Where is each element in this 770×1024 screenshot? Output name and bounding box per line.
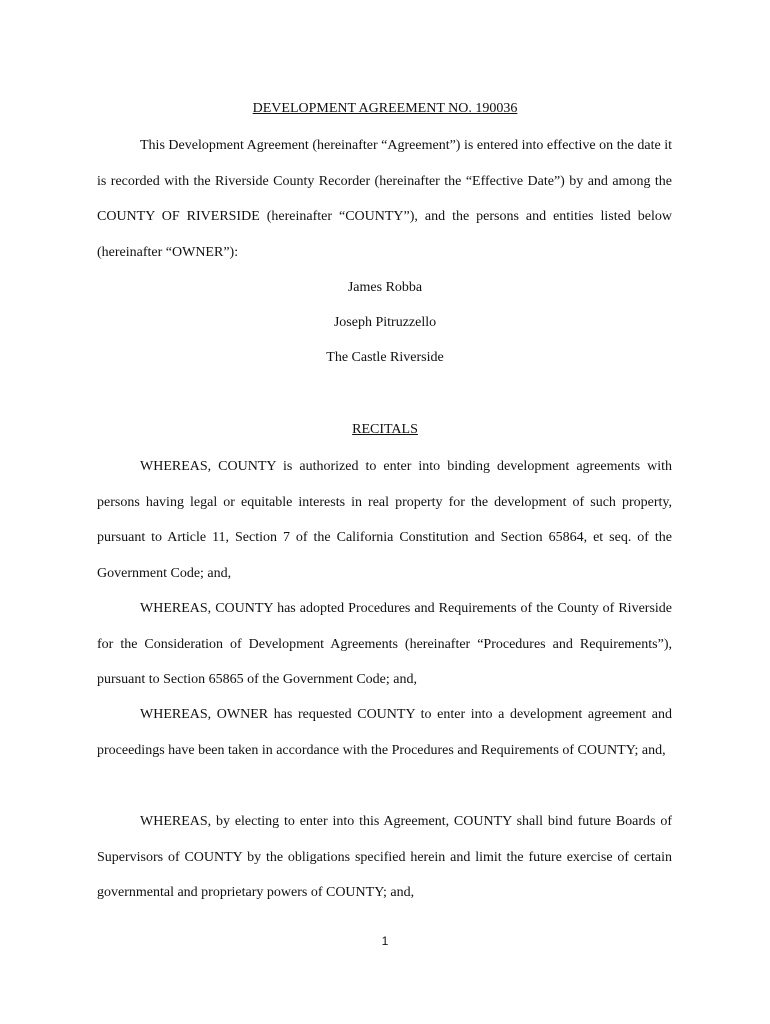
owner-name-1: James Robba: [347, 280, 423, 295]
recitals-heading: RECITALS: [352, 422, 418, 437]
page-number: 1: [381, 934, 389, 948]
document-title: DEVELOPMENT AGREEMENT NO. 190036: [252, 101, 518, 116]
owner-name-3: The Castle Riverside: [326, 350, 444, 365]
recital-paragraph-1: WHEREAS, COUNTY is authorized to enter into binding development agreements with persons having legal or equitable interests in real property for the development of such property, pursuant to Article 11, Section 7 of the California Constitution and Section 65864, et seq. of the Government Code; and,: [97, 459, 672, 581]
recital-paragraph-2: WHEREAS, COUNTY has adopted Procedures and Requirements of the County of Riverside for the Consideration of Development Agreements (hereinafter “Procedures and Requirements”), pursuant to Section 65865 of the Government Code; and,: [97, 601, 672, 687]
recital-paragraph-4: WHEREAS, by electing to enter into this Agreement, COUNTY shall bind future Boards of Supervisors of COUNTY by the obligations specified herein and limit the future exercise of certain governmental and proprietary powers of COUNTY; and,: [97, 814, 672, 900]
owner-name-2: Joseph Pitruzzello: [333, 315, 437, 330]
intro-paragraph: This Development Agreement (hereinafter “Agreement”) is entered into effective on the date it is recorded with the Riverside County Recorder (hereinafter the “Effective Date”) by and among the COUNTY OF RIVERSIDE (hereinafter “COUNTY”), and the persons and entities listed below (hereinafter “OWNER”):: [97, 138, 672, 260]
recital-paragraph-3: WHEREAS, OWNER has requested COUNTY to enter into a development agreement and proceedings have been taken in accordance with the Procedures and Requirements of COUNTY; and,: [97, 707, 672, 758]
